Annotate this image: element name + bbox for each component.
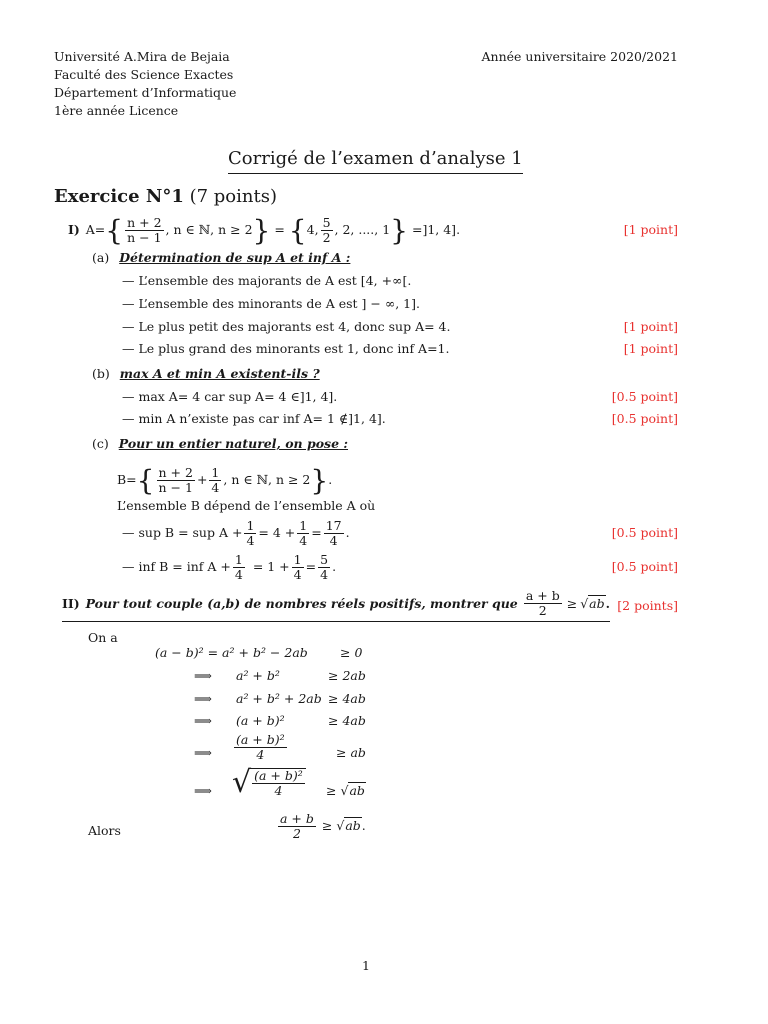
sub-a-item-points: [1 point] bbox=[623, 341, 678, 356]
page-number: 1 bbox=[362, 958, 370, 973]
part2-label: II) bbox=[62, 595, 80, 611]
def-fraction-den: n − 1 bbox=[127, 229, 162, 245]
study-level: 1ère année Licence bbox=[54, 103, 179, 118]
set-fraction: $\frac{5}{2}$ bbox=[322, 214, 331, 245]
proof-line-6-right: ≥ √ab bbox=[326, 783, 365, 798]
inf-b-points: [0.5 point] bbox=[611, 559, 678, 574]
def-mid: n ∈ ℕ, n ≥ 2 bbox=[173, 222, 253, 238]
part2-statement: II) Pour tout couple (a,b) de nombres réels positifs, montrer que $\frac{a + b}{2}$ ≥ √ab . bbox=[62, 586, 610, 622]
implies-5: ⟹ bbox=[194, 745, 212, 760]
faculty-name: Faculté des Science Exactes bbox=[54, 67, 234, 82]
proof-line-3: a² + b² + 2ab bbox=[236, 691, 322, 706]
brace-open: { bbox=[105, 213, 124, 247]
proof-line-4-right: ≥ 4ab bbox=[328, 713, 366, 728]
sub-b-title: max A et min A existent-ils ? bbox=[119, 366, 320, 381]
implies-2: ⟹ bbox=[194, 668, 212, 683]
proof-line-5: $\frac{\text{(a + b)²}}{4}$ bbox=[236, 732, 285, 762]
sub-c-label: (c) bbox=[92, 436, 109, 451]
sub-c-heading bbox=[92, 436, 348, 452]
proof-line-1-right: ≥ 0 bbox=[340, 645, 363, 660]
sub-a-item: — L’ensemble des majorants de A est [4, +∞[. bbox=[122, 273, 412, 288]
b-depends: L’ensemble B dépend de l’ensemble A où bbox=[117, 498, 376, 513]
part1-points: [1 point] bbox=[623, 222, 678, 237]
def-right: =]1, 4]. bbox=[411, 222, 461, 238]
part2-points: [2 points] bbox=[617, 598, 678, 613]
alors: Alors bbox=[88, 823, 121, 838]
set-a: 4, bbox=[306, 222, 319, 238]
implies-4: ⟹ bbox=[194, 713, 212, 728]
def-left: A= bbox=[85, 222, 106, 238]
page-title: Corrigé de l’examen d’analyse 1 bbox=[228, 148, 523, 174]
academic-year: Année universitaire 2020/2021 bbox=[481, 49, 678, 64]
proof-line-5-right: ≥ ab bbox=[336, 745, 366, 760]
def-fraction bbox=[125, 216, 163, 245]
proof-line-2-right: ≥ 2ab bbox=[328, 668, 366, 683]
sub-b-item-points: [0.5 point] bbox=[611, 411, 678, 426]
sub-a-item: — Le plus petit des majorants est 4, donc sup A= 4. bbox=[122, 319, 451, 334]
proof-line-3-right: ≥ 4ab bbox=[328, 691, 366, 706]
sub-a-heading bbox=[92, 250, 350, 266]
brace-close: } bbox=[252, 213, 271, 247]
exercise-title: Exercice N°1 bbox=[54, 186, 184, 207]
sub-a-item: — L’ensemble des minorants de A est ] − ∞, 1]. bbox=[122, 296, 420, 311]
set-b: , 2, ...., 1 bbox=[334, 222, 391, 238]
sub-b-label: (b) bbox=[92, 366, 110, 381]
part2-text: Pour tout couple (a,b) de nombres réels positifs, montrer que bbox=[85, 595, 518, 611]
university-name: Université A.Mira de Bejaia bbox=[54, 49, 230, 64]
sub-a-item: — Le plus grand des minorants est 1, donc inf A=1. bbox=[122, 341, 450, 356]
implies-6: ⟹ bbox=[194, 783, 212, 798]
sub-a-item-points: [1 point] bbox=[623, 319, 678, 334]
on-a: On a bbox=[88, 630, 118, 645]
b-definition: B= { $\frac{n + 2}{n - 1}$ + $\frac{1}{4}$ , n ∈ ℕ, n ≥ 2 } . bbox=[117, 463, 333, 497]
proof-line-2: a² + b² bbox=[236, 668, 280, 683]
proof-line-1: (a − b)² = a² + b² − 2ab bbox=[155, 645, 308, 660]
proof-line-4: (a + b)² bbox=[236, 713, 285, 728]
part1-label: I) bbox=[68, 222, 80, 238]
department-name: Département d’Informatique bbox=[54, 85, 237, 100]
exercise-heading bbox=[54, 186, 277, 209]
sub-b-heading bbox=[92, 366, 320, 382]
sub-a-title: Détermination de sup A et inf A : bbox=[119, 250, 351, 265]
sub-b-item: — max A= 4 car sup A= 4 ∈]1, 4]. bbox=[122, 389, 338, 404]
sub-b-item-points: [0.5 point] bbox=[611, 389, 678, 404]
conclusion: $\frac{a + b}{2}$ ≥ √ab . bbox=[280, 811, 366, 841]
sup-b-line: — sup B = sup A + $\frac{1}{4}$ = 4 + $\frac{1}{4}$ = $\frac{17}{4}$ . bbox=[122, 517, 350, 548]
inf-b-line: — inf B = inf A + $\frac{1}{4}$ = 1 + $\frac{1}{4}$ = $\frac{5}{4}$ . bbox=[122, 551, 337, 582]
sub-c-title: Pour un entier naturel, on pose : bbox=[118, 436, 349, 451]
proof-line-6: √ $\frac{\text{(a + b)²}}{4}$ bbox=[232, 768, 308, 798]
sup-b-points: [0.5 point] bbox=[611, 525, 678, 540]
part1-definition: I) A= { $\frac{n + 2}{n - 1}$ , n ∈ ℕ, n ≥ 2 } = { 4, $\frac{5}{2}$ , 2, ...., 1 } =]1, 4]. bbox=[68, 213, 461, 247]
header-left bbox=[54, 48, 236, 120]
def-fraction-num: n + 2 bbox=[127, 214, 162, 230]
sub-a-label: (a) bbox=[92, 250, 110, 265]
sub-b-item: — min A n’existe pas car inf A= 1 ∉]1, 4]. bbox=[122, 411, 386, 426]
exercise-points: (7 points) bbox=[189, 186, 277, 207]
implies-3: ⟹ bbox=[194, 691, 212, 706]
